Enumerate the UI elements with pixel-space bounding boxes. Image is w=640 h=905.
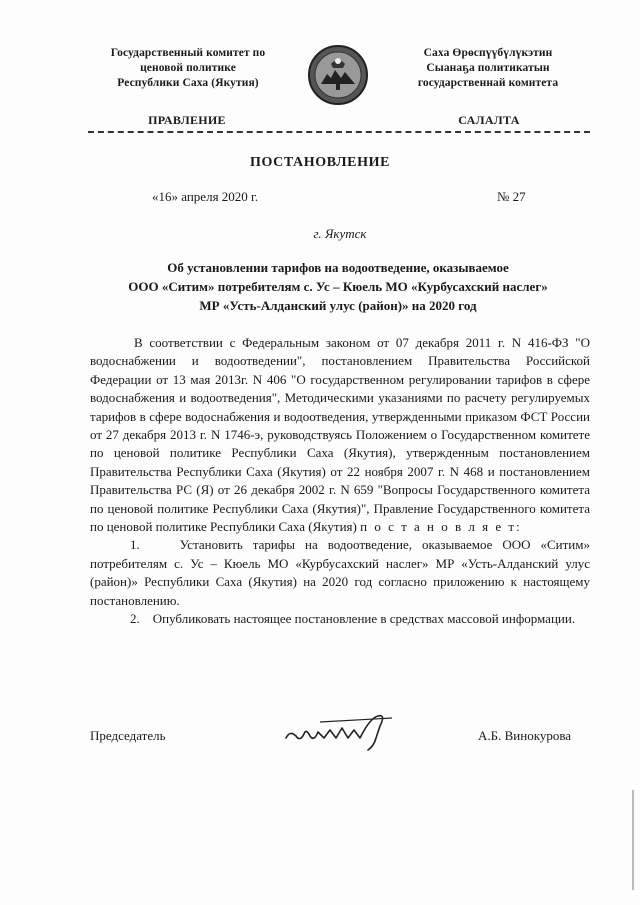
decree-word: п о с т а н о в л я е т:: [360, 519, 522, 535]
decree-item: 1. Установить тарифы на водоотведение, оказываемое ООО «Ситим» потребителям с. Ус – Кюель МО «Курбусахский наслег» МР «Усть-Алданский улус (район)» Республики Саха (Якутия) на 2020 год согласно приложению к настоящему постановлению.: [90, 537, 590, 608]
sakha-coat-of-arms-icon: [307, 44, 369, 106]
document-subject: [88, 258, 588, 315]
signatory-role: Председатель: [90, 728, 166, 743]
document-number: № 27: [497, 189, 526, 204]
subject-line: Об установлении тарифов на водоотведение, оказываемое: [167, 260, 509, 275]
header-left-line: ценовой политике: [140, 62, 236, 74]
subject-line: МР «Усть-Алданский улус (район)» на 2020 год: [199, 298, 477, 313]
handwritten-signature-icon: [280, 708, 400, 752]
signatory-name: А.Б. Винокурова: [478, 728, 572, 743]
subject-line: ООО «Ситим» потребителям с. Ус – Кюель МО «Курбусахский наслег»: [128, 279, 548, 294]
preamble-paragraph: [90, 334, 590, 536]
preamble-text: В соответствии с Федеральным законом от 07 декабря 2011 г. N 416-ФЗ "О водоснабжении и водоотведении", постановлением Правительства Российской Федерации от 13 мая 2013г. N 406 "О государственном регулировании тарифов в сфере водоснабжения и водоотведения", Методическими указаниями по расчету регулируемых тарифов в сфере водоснабжения и водоотведения, утвержденными приказом ФСТ России от 27 декабря 2013 г. N 1746-э, руководствуясь Положением о Государственном комитете по ценовой политике Республики Саха (Якутия), утвержденным постановлением Правительства Республики Саха (Якутия) от 22 ноября 2007 г. N 468 и постановлением Правительства РС (Я) от 26 декабря 2002 г. N 659 "Вопросы Государственного комитета по ценовой политике Республики Саха (Якутия)", Правление Государственного комитета по ценовой политике Республики Саха (Якутия): [90, 335, 590, 535]
document-title: ПОСТАНОВЛЕНИЕ: [249, 155, 391, 170]
document-body: [90, 334, 590, 629]
header-right-line: государственнай комитета: [417, 77, 559, 89]
document-date: «16» апреля 2020 г.: [152, 189, 259, 204]
decree-item: 2. Опубликовать настоящее постановление в средствах массовой информации.: [130, 611, 576, 627]
header-right-line: Саха Өрөспүүбүлүкэтин: [423, 47, 553, 59]
header-right-line: Сыанаҕа политикатын: [426, 62, 550, 74]
header-right-sah: [368, 46, 608, 91]
scan-edge-mark: [632, 790, 634, 890]
board-label-ru: ПРАВЛЕНИЕ: [148, 113, 226, 127]
document-city: г. Якутск: [313, 226, 367, 241]
header-left-ru: [68, 46, 308, 91]
header-left-line: Республики Саха (Якутия): [117, 77, 259, 89]
header-left-line: Государственный комитет по: [110, 47, 266, 59]
header-divider: [88, 131, 590, 133]
board-label-sah: САЛАЛТА: [458, 113, 520, 127]
